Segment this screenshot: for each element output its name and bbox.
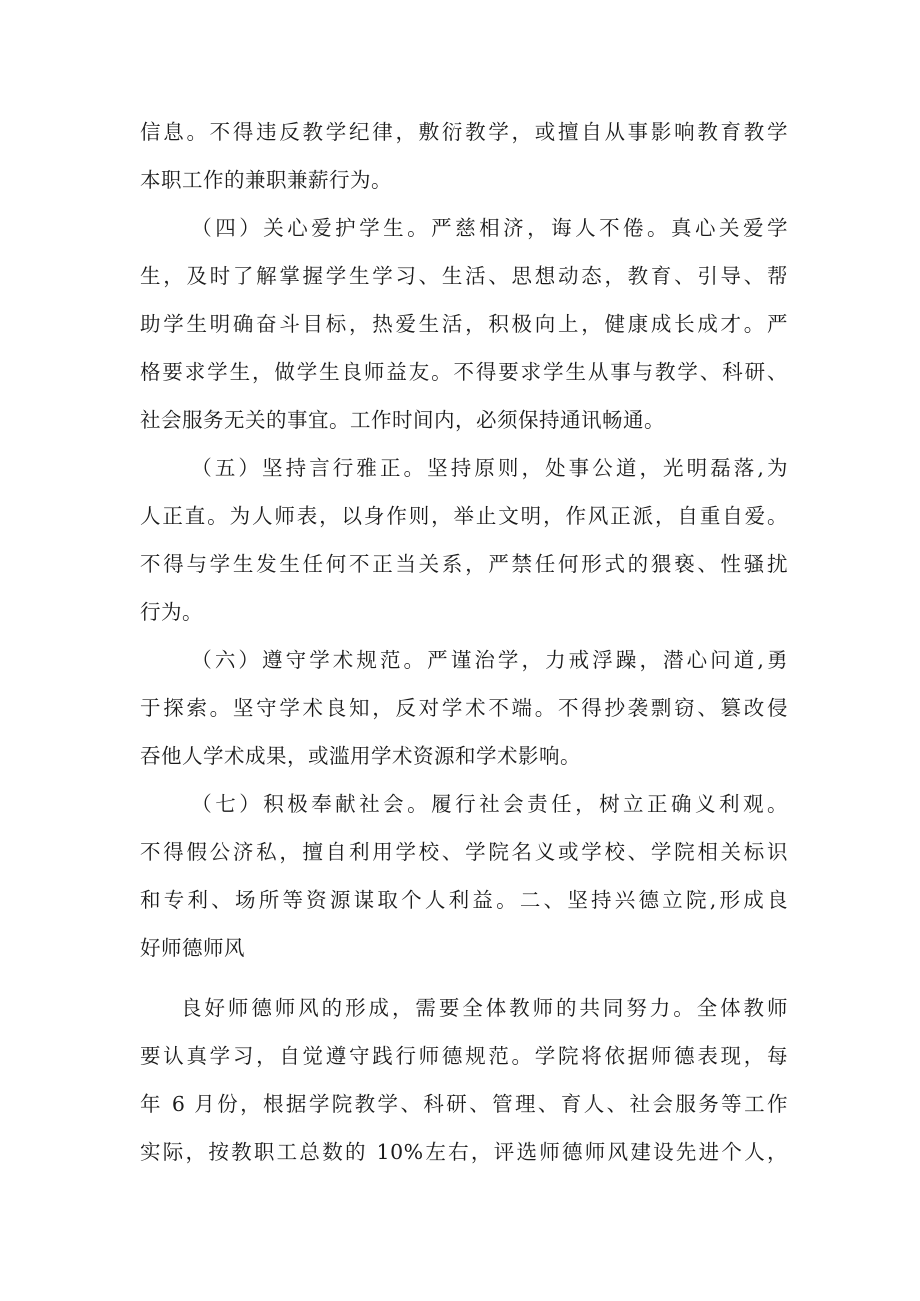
text-line: 行为。 xyxy=(140,600,203,624)
text-line: 社会服务无关的事宜。工作时间内，必须保持通讯畅通。 xyxy=(140,408,665,432)
text-line: 于探索。坚守学术良知，反对学术不端。不得抄袭剽窃、篡改侵 xyxy=(140,696,788,720)
text-line: 信息。不得违反教学纪律，敷衍教学，或擅自从事影响教育教学 xyxy=(140,120,788,144)
text-line: （五）坚持言行雅正。坚持原则，处事公道，光明磊落,为 xyxy=(191,456,788,480)
text-line: 人正直。为人师表，以身作则，举止文明，作风正派，自重自爱。 xyxy=(140,504,788,528)
text-line: 助学生明确奋斗目标，热爱生活，积极向上，健康成长成才。严 xyxy=(140,312,788,336)
text-line: 要认真学习，自觉遵守践行师德规范。学院将依据师德表现，每 xyxy=(140,1044,788,1068)
text-line: 本职工作的兼职兼薪行为。 xyxy=(140,168,392,192)
text-line: （七）积极奉献社会。履行社会责任，树立正确义利观。 xyxy=(191,792,788,816)
text-line: （四）关心爱护学生。严慈相济，诲人不倦。真心关爱学 xyxy=(191,216,788,240)
text-line: 生，及时了解掌握学生学习、生活、思想动态，教育、引导、帮 xyxy=(140,264,788,288)
text-line: 年 6 月份，根据学院教学、科研、管理、育人、社会服务等工作 xyxy=(140,1092,788,1116)
document-body xyxy=(140,108,788,1176)
text-line: 不得与学生发生任何不正当关系，严禁任何形式的猥亵、性骚扰 xyxy=(140,552,788,576)
text-line: 不得假公济私，擅自利用学校、学院名义或学校、学院相关标识 xyxy=(140,840,788,864)
text-line: 吞他人学术成果，或滥用学术资源和学术影响。 xyxy=(140,744,581,768)
text-line: 实际，按教职工总数的 10%左右，评选师德师风建设先进个人， xyxy=(140,1140,788,1164)
text-line: 格要求学生，做学生良师益友。不得要求学生从事与教学、科研、 xyxy=(140,360,788,384)
text-line: 好师德师风 xyxy=(140,936,245,960)
section-gap xyxy=(140,972,788,984)
text-line: 和专利、场所等资源谋取个人利益。二、坚持兴德立院,形成良 xyxy=(140,888,788,912)
text-line: （六）遵守学术规范。严谨治学，力戒浮躁，潜心问道,勇 xyxy=(191,648,788,672)
text-line: 良好师德师风的形成，需要全体教师的共同努力。全体教师 xyxy=(181,996,788,1020)
